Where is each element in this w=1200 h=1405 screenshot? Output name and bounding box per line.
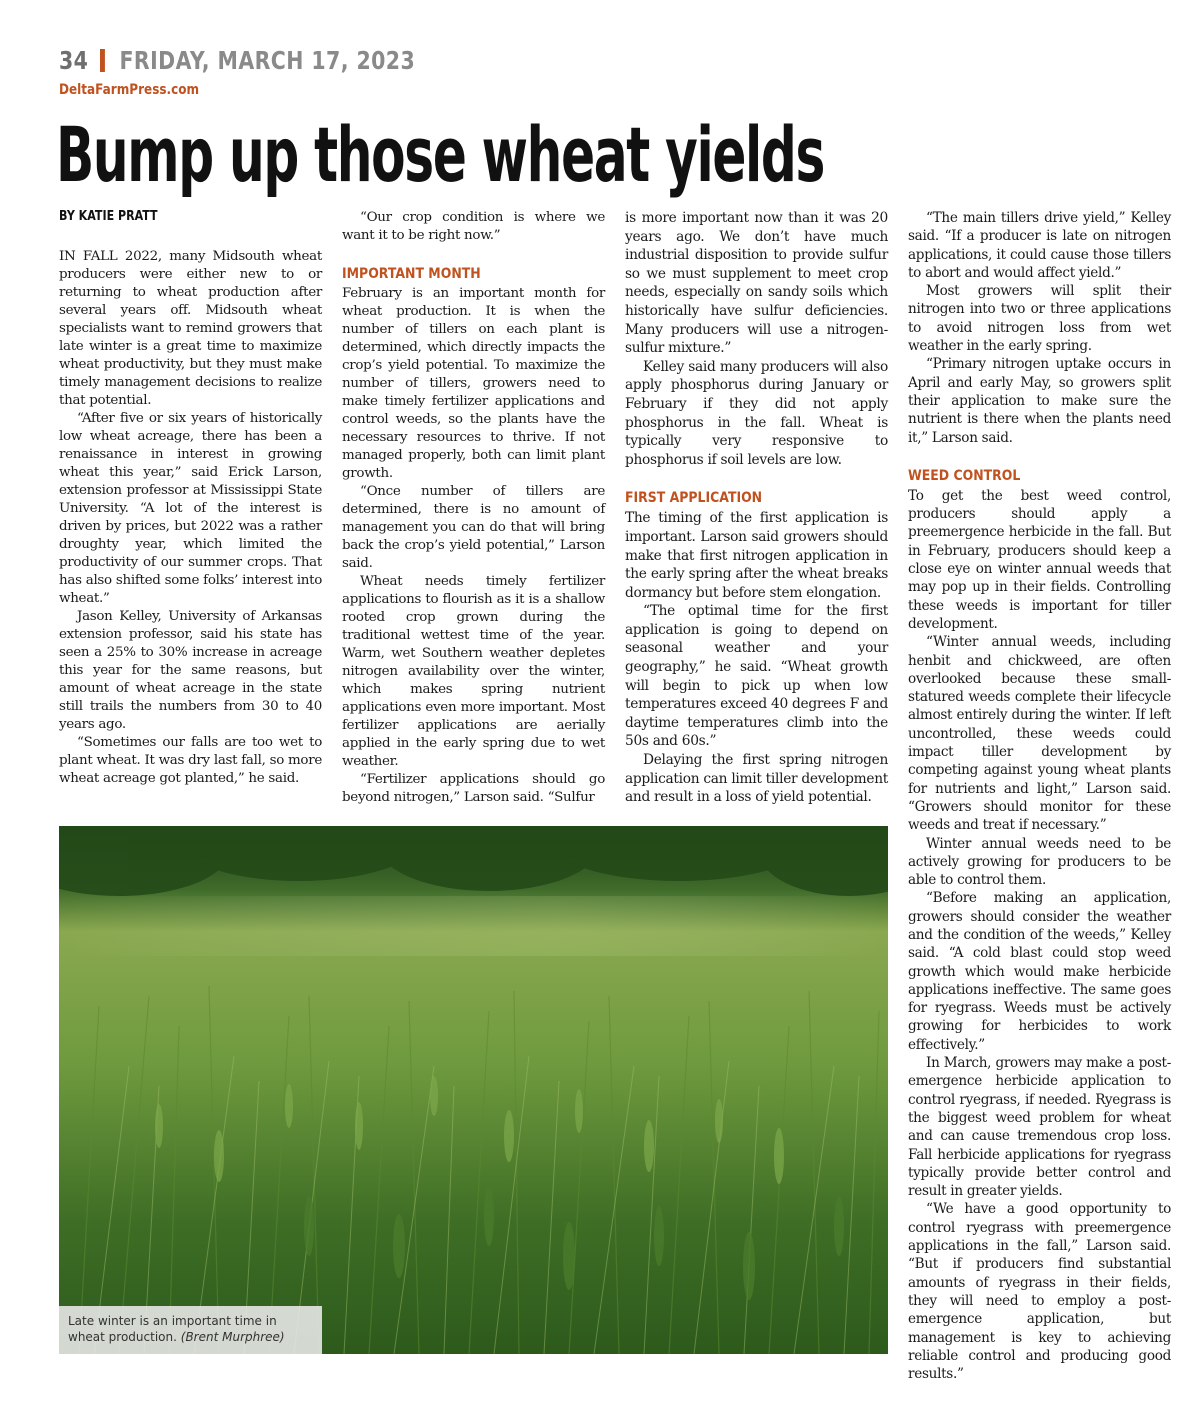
- paragraph: Winter annual weeds need to be actively growing for producers to be able to control them.: [908, 835, 1171, 889]
- issue-date: FRIDAY, MARCH 17, 2023: [119, 46, 416, 75]
- paragraph: In March, growers may make a post-emergence herbicide application to control ryegrass, if needed. Ryegrass is the biggest weed problem for wheat and can cause tremendous crop loss. Fall herbicide applications for ryegrass typically provide better control and result in greater yields.: [908, 1055, 1171, 1200]
- caption-text: Late winter is an important time in wheat production.: [68, 1314, 277, 1344]
- paragraph: is more important now than it was 20 years ago. We don’t have much industrial disposition to provide sulfur so we must supplement to meet crop needs, especially on sandy soils which historically have sulfur deficiencies. Many producers will use a nitrogen-sulfur mixture.”: [625, 210, 888, 357]
- column-3: [625, 209, 888, 807]
- paragraph: Jason Kelley, University of Arkansas extension professor, said his state has seen a 25% to 30% increase in acreage this year for the same reasons, but amount of wheat acreage in the state still trails the numbers from 30 to 40 years ago.: [59, 609, 322, 732]
- paragraph: “Our crop condition is where we want it to be right now.”: [342, 210, 605, 243]
- website-link[interactable]: DeltaFarmPress.com: [59, 82, 200, 98]
- headline: Bump up those wheat yields: [56, 110, 825, 199]
- column-1: [59, 248, 322, 788]
- page-folio: [59, 46, 415, 75]
- photo-caption: [59, 1306, 322, 1354]
- column-4: [908, 209, 1171, 1383]
- paragraph: To get the best weed control, producers should apply a preemergence herbicide in the fall. But in February, producers should keep a close eye on winter annual weeds that may pop up in their fields. Controlling these weeds is important for tiller development.: [908, 487, 1171, 632]
- section-heading-important-month: IMPORTANT MONTH: [342, 266, 481, 282]
- paragraph: “We have a good opportunity to control ryegrass with preemergence applications in the fall,” Larson said. “But if producers find substantial amounts of ryegrass in their fields, they will need to employ a post-emergence application, but management is key to achieving reliable control and producing good results.”: [908, 1201, 1171, 1383]
- paragraph: “Before making an application, growers should consider the weather and the condition of the weeds,” Kelley said. “A cold blast could stop weed growth which would make herbicide applications ineffective. The same goes for ryegrass. Weeds must be actively growing for herbicides to work effectively.”: [908, 890, 1171, 1053]
- paragraph: Delaying the first spring nitrogen application can limit tiller development and result in a loss of yield potential.: [625, 752, 888, 806]
- paragraph: Wheat needs timely fertilizer applications to flourish as it is a shallow rooted crop grown during the traditional wettest time of the year. Warm, wet Southern weather depletes nitrogen availability over the winter, which makes spring nutrient applications even more important. Most fertilizer applications are aerially applied in the early spring due to wet weather.: [342, 574, 605, 769]
- paragraph: “Primary nitrogen uptake occurs in April and early May, so growers split their application to make sure the nutrient is there when the plants need it,” Larson said.: [908, 356, 1171, 446]
- paragraph: IN FALL 2022, many Midsouth wheat producers were either new to or returning to wheat production after several years off. Midsouth wheat specialists want to remind growers that late winter is a great time to maximize wheat productivity, but they must make timely management decisions to realize that potential.: [59, 249, 322, 408]
- paragraph: February is an important month for wheat production. It is when the number of tillers on each plant is determined, which directly impacts the crop’s yield potential. To maximize the number of tillers, growers need to make timely fertilizer applications and control weeds, so the plants have the necessary resources to thrive. If not managed properly, both can limit plant growth.: [342, 286, 605, 481]
- paragraph: Kelley said many producers will also apply phosphorus during January or February if they did not apply phosphorus in the fall. Wheat is typically very responsive to phosphorus if soil levels are low.: [625, 358, 888, 468]
- paragraph: “Fertilizer applications should go beyond nitrogen,” Larson said. “Sulfur: [342, 772, 605, 805]
- paragraph: “Sometimes our falls are too wet to plant wheat. It was dry last fall, so more wheat acreage got planted,” he said.: [59, 735, 322, 786]
- paragraph: “Winter annual weeds, including henbit and chickweed, are often overlooked because these small-statured weeds complete their lifecycle almost entirely during the winter. If left uncontrolled, these weeds could impact tiller development by competing against young wheat plants for nutrients and light,” Larson said. “Growers should monitor for these weeds and treat if necessary.”: [908, 634, 1171, 834]
- paragraph: “The optimal time for the first application is going to depend on seasonal weather and your geography,” he said. “Wheat growth will begin to pick up when low temperatures exceed 40 degrees F and daytime temperatures climb into the 50s and 60s.”: [625, 603, 888, 750]
- folio-divider: [100, 49, 105, 72]
- byline: BY KATIE PRATT: [59, 209, 158, 224]
- paragraph: “After five or six years of historically low wheat acreage, there has been a renaissance in interest in growing wheat this year,” said Erick Larson, extension professor at Mississippi State University. “A lot of the interest is driven by prices, but 2022 was a rather droughty year, which limited the productivity of our summer crops. That has also shifted some folks’ interest into wheat.”: [59, 411, 322, 606]
- wheat-field-photo: [59, 826, 888, 1354]
- paragraph: The timing of the first application is important. Larson said growers should make that first nitrogen application in the early spring after the wheat breaks dormancy but before stem elongation.: [625, 510, 888, 601]
- wheat-field-image: [59, 826, 888, 1354]
- paragraph: Most growers will split their nitrogen into two or three applications to avoid nitrogen loss from wet weather in the early spring.: [908, 283, 1171, 355]
- column-2: [342, 209, 605, 807]
- page-number: 34: [59, 46, 89, 75]
- paragraph: “The main tillers drive yield,” Kelley said. “If a producer is late on nitrogen applications, it could cause those tillers to abort and would affect yield.”: [908, 210, 1171, 281]
- section-heading-first-application: FIRST APPLICATION: [625, 490, 763, 507]
- photo-credit: (Brent Murphree): [180, 1330, 285, 1344]
- section-heading-weed-control: WEED CONTROL: [908, 467, 1021, 484]
- paragraph: “Once number of tillers are determined, there is no amount of management you can do that will bring back the crop’s yield potential,” Larson said.: [342, 484, 605, 571]
